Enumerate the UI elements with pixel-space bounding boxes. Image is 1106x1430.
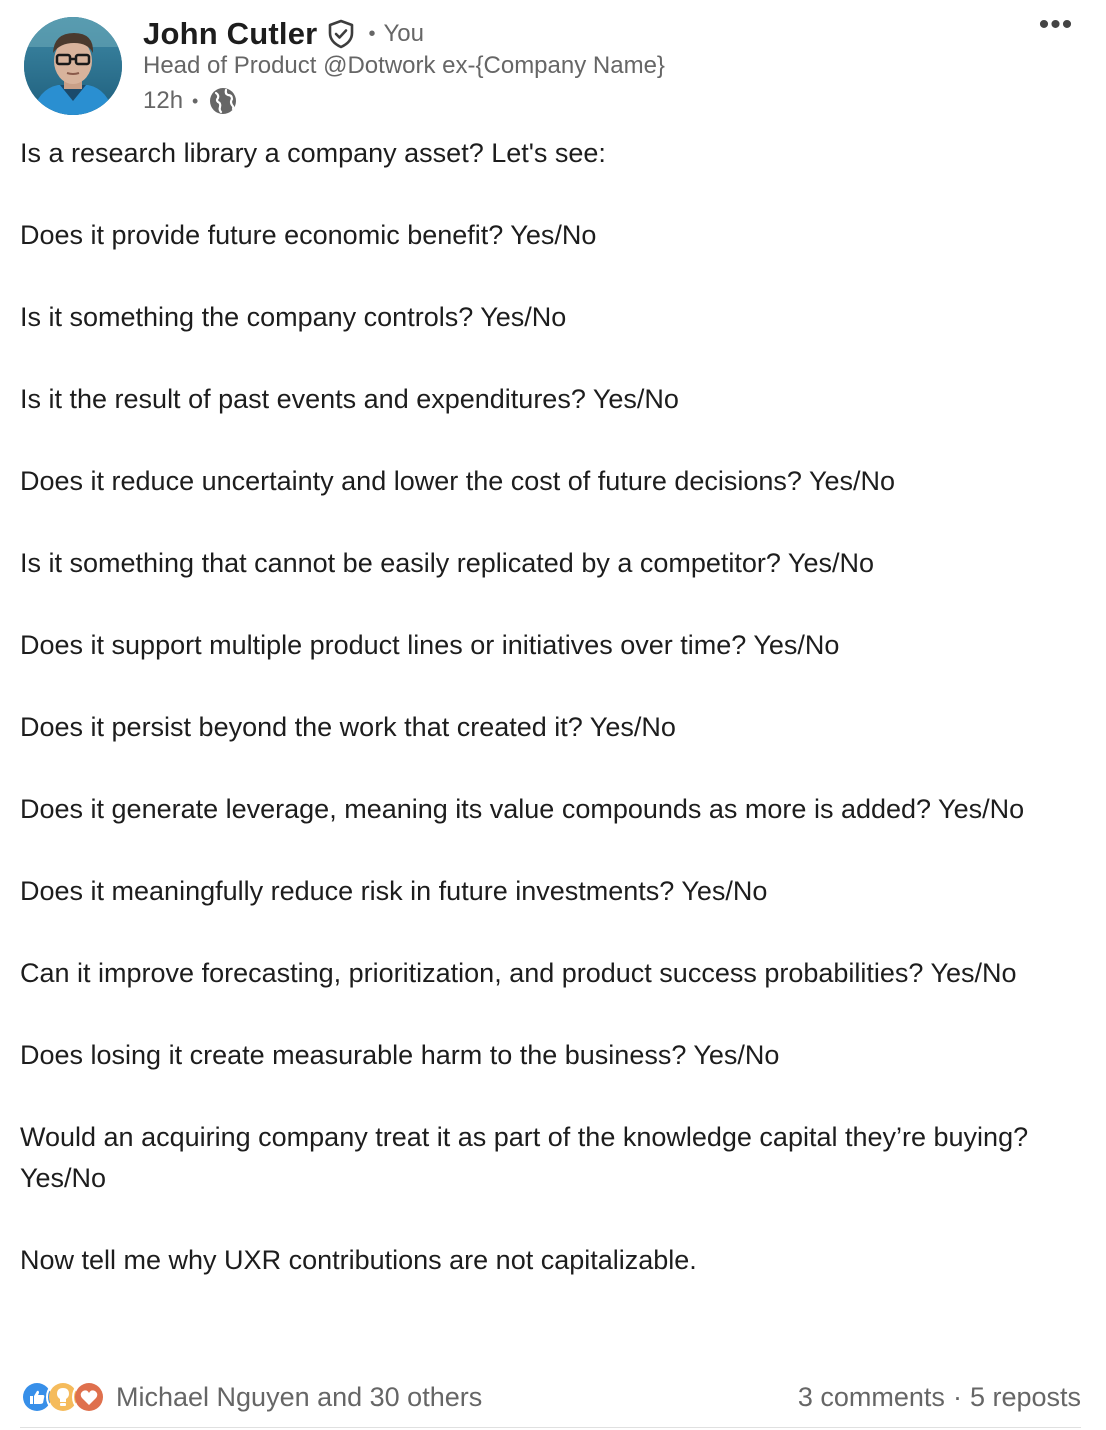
post-paragraph: Is it the result of past events and expenditures? Yes/No [20,384,679,414]
comments-count[interactable]: 3 comments [797,1381,945,1412]
post-paragraph: Now tell me why UXR contributions are not capitalizable. [20,1245,697,1275]
author-name[interactable]: John Cutler [143,16,318,51]
footer-divider [20,1427,1081,1428]
engagement-stats [798,1382,1081,1413]
stats-separator: · [952,1381,962,1412]
reactions-text[interactable]: Michael Nguyen and 30 others [116,1381,483,1412]
post-body [20,133,1080,1281]
relation-label: You [383,20,424,47]
post-paragraph: Does losing it create measurable harm to the business? Yes/No [20,1040,780,1070]
love-icon [72,1380,106,1414]
post-paragraph: Can it improve forecasting, prioritization, and product success probabilities? Yes/No [20,958,1017,988]
post-paragraph: Does it support multiple product lines or initiatives over time? Yes/No [20,630,840,660]
post-paragraph: Would an acquiring company treat it as part of the knowledge capital they’re buying? Yes/No [20,1122,1029,1193]
post-paragraph: Is it something the company controls? Yes/No [20,302,567,332]
social-counts [20,1375,1081,1419]
reposts-count[interactable]: 5 reposts [969,1381,1081,1412]
post-paragraph: Does it persist beyond the work that created it? Yes/No [20,712,676,742]
verified-shield-icon [326,19,356,49]
reaction-icons [20,1380,106,1414]
dot-separator: • [192,90,199,111]
post-timestamp[interactable]: 12h [143,87,184,114]
post-paragraph: Is a research library a company asset? Let's see: [20,138,606,168]
more-options-icon[interactable]: ••• [1038,8,1074,41]
post-paragraph: Does it generate leverage, meaning its value compounds as more is added? Yes/No [20,794,1025,824]
author-headline: Head of Product @Dotwork ex-{Company Name} [143,52,665,79]
post-paragraph: Does it reduce uncertainty and lower the cost of future decisions? Yes/No [20,466,896,496]
author-avatar[interactable] [24,17,122,115]
reactions-summary[interactable] [20,1380,482,1414]
post-paragraph: Does it provide future economic benefit? Yes/No [20,220,597,250]
post-paragraph: Does it meaningfully reduce risk in future investments? Yes/No [20,876,768,906]
author-name-row [143,14,424,54]
post-meta [143,84,238,118]
dot-separator: • [368,22,376,45]
globe-icon [208,86,238,116]
post-paragraph: Is it something that cannot be easily replicated by a competitor? Yes/No [20,548,874,578]
